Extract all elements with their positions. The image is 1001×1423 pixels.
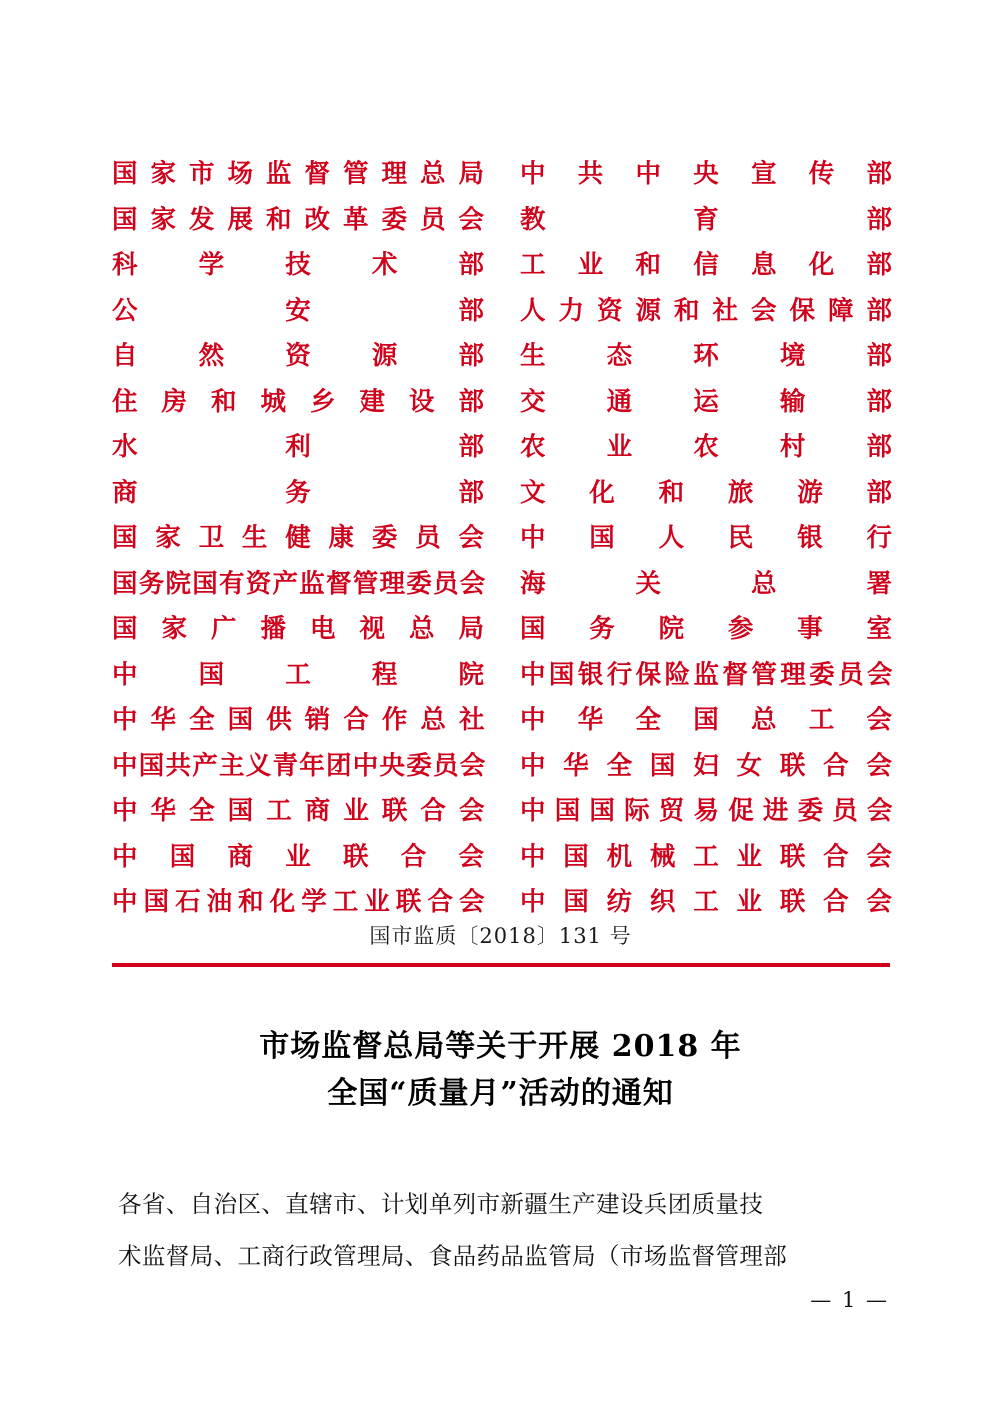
issuer-name: 农 业 农 村 部 xyxy=(520,432,892,462)
issuer-name: 中共中央宣传部 xyxy=(520,159,892,189)
issuer-name: 中华全国供销合作总社 xyxy=(112,705,484,735)
page-number: — 1 — xyxy=(810,1288,889,1312)
issuer-name: 公 安 部 xyxy=(112,295,484,326)
issuer-name: 国家卫生健康委员会 xyxy=(112,523,484,553)
issuer-name: 人力资源和社会保障部 xyxy=(520,295,892,326)
body-line: 各省、自治区、直辖市、计划单列市新疆生产建设兵团质量技 xyxy=(118,1190,764,1218)
issuer-name: 中国纺织工业联合会 xyxy=(520,887,892,917)
issuer-name: 中国共产主义青年团中央委员会 xyxy=(112,750,484,781)
issuing-agencies-right-column xyxy=(520,152,892,926)
issuer-name: 水 利 部 xyxy=(112,432,484,462)
issuer-name: 中国石油和化学工业联合会 xyxy=(112,887,484,917)
page-title-line-1: 市场监督总局等关于开展 2018 年 xyxy=(259,1029,742,1064)
issuer-name: 中国机械工业联合会 xyxy=(520,841,892,872)
issuer-name: 科 学 技 术 部 xyxy=(112,250,484,280)
issuer-name: 文 化 和 旅 游 部 xyxy=(520,477,892,508)
issuer-name: 住房和城乡建设部 xyxy=(112,386,484,417)
issuer-name: 商 务 部 xyxy=(112,477,484,508)
issuing-agencies-left-column xyxy=(112,152,484,926)
issuer-name: 中 国 工 程 院 xyxy=(112,659,484,690)
body-line: 术监督局、工商行政管理局、食品药品监管局（市场监督管理部 xyxy=(118,1242,788,1270)
issuer-name: 生 态 环 境 部 xyxy=(520,341,892,371)
issuer-name: 中国银行保险监督管理委员会 xyxy=(520,659,892,690)
page-title xyxy=(0,1023,1001,1117)
issuer-name: 中国商业联合会 xyxy=(112,841,484,872)
issuer-name: 中华全国工商业联合会 xyxy=(112,796,484,826)
issuing-agencies-block xyxy=(112,152,892,926)
issuer-name: 国务院国有资产监督管理委员会 xyxy=(112,568,484,599)
page-title-line-2: 全国“质量月”活动的通知 xyxy=(327,1076,674,1111)
issuer-name: 工业和信息化部 xyxy=(520,250,892,280)
document-number: 国市监质〔2018〕131 号 xyxy=(369,924,632,948)
issuer-name: 国家广播电视总局 xyxy=(112,614,484,644)
issuer-name: 教 育 部 xyxy=(520,204,892,235)
body-text xyxy=(118,1178,886,1282)
issuer-name: 交 通 运 输 部 xyxy=(520,386,892,417)
issuer-name: 中 国 人 民 银 行 xyxy=(520,523,892,553)
issuer-name: 国家市场监督管理总局 xyxy=(112,159,484,189)
issuer-name: 海 关 总 署 xyxy=(520,568,892,599)
issuer-name: 国 务 院 参 事 室 xyxy=(520,614,892,644)
issuer-name: 中华全国妇女联合会 xyxy=(520,750,892,781)
issuer-name: 中国国际贸易促进委员会 xyxy=(520,796,892,826)
issuer-name: 国家发展和改革委员会 xyxy=(112,204,484,235)
issuer-name: 自 然 资 源 部 xyxy=(112,341,484,371)
issuer-name: 中华全国总工会 xyxy=(520,705,892,735)
red-divider-rule xyxy=(112,963,890,967)
